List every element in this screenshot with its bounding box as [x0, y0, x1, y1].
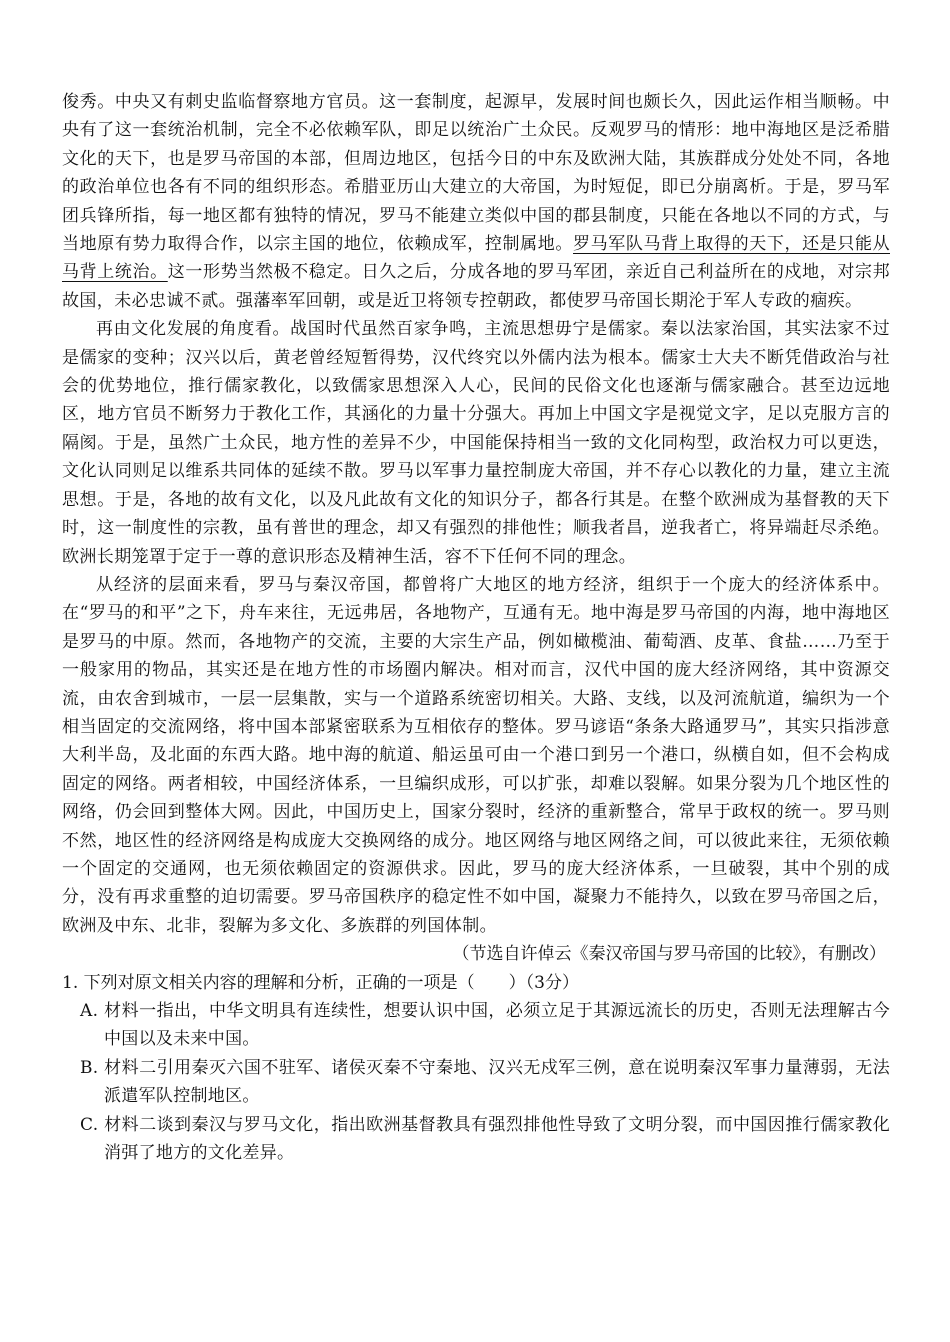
option-b-letter: B. — [80, 1057, 99, 1078]
paragraph-1-text-a: 俊秀。中央又有刺史监临督察地方官员。这一套制度，起源早，发展时间也颇长久，因此运作相当顺畅。中央有了这一套统治机制，完全不必依赖军队，即足以统治广土众民。反观罗马的情形：地中海地区是泛希腊文化的天下，也是罗马帝国的本部，但周边地区，包括今日的中东及欧洲大陆，其族群成分处处不同，各地的政治单位也各有不同的组织形态。希腊亚历山大建立的大帝国，为时短促，即已分崩离析。于是，罗马军团兵锋所指，每一地区都有独特的情况，罗马不能建立类似中国的郡县制度，只能在各地以不同的方式，与当地原有势力取得合作，以宗主国的地位，依赖成军，控制属地。 — [62, 92, 890, 255]
option-a[interactable] — [80, 997, 890, 1054]
option-b[interactable] — [80, 1054, 890, 1111]
option-b-text: 材料二引用秦灭六国不驻军、诸侯灭秦不守秦地、汉兴无戍军三例，意在说明秦汉军事力量薄弱，无法派遣军队控制地区。 — [104, 1057, 890, 1107]
source-citation: （节选自许倬云《秦汉帝国与罗马帝国的比较》，有删改） — [452, 944, 886, 965]
option-a-text: 材料一指出，中华文明具有连续性，想要认识中国，必须立足于其源远流长的历史，否则无法理解古今中国以及未来中国。 — [104, 1001, 890, 1050]
option-c-letter: C. — [80, 1114, 99, 1135]
passage-paragraph-3: 从经济的层面来看，罗马与秦汉帝国，都曾将广大地区的地方经济，组织于一个庞大的经济体系中。在“罗马的和平”之下，舟车来往，无远弗居，各地物产，互通有无。地中海是罗马帝国的内海，地中海地区是罗马的中原。然而，各地物产的交流，主要的大宗生产品，例如橄榄油、葡萄酒、皮革、食盐……乃至于一般家用的物品，其实还是在地方性的市场圈内解决。相对而言，汉代中国的庞大经济网络，其中资源交流，由农舍到城市，一层一层集散，实与一个道路系统密切相关。大路、支线，以及河流航道，编织为一个相当固定的交流网络，将中国本部紧密联系为互相依存的整体。罗马谚语“条条大路通罗马”，其实只指涉意大利半岛，及北面的东西大路。地中海的航道、船运虽可由一个港口到另一个港口，纵横自如，但不会构成固定的网络。两者相较，中国经济体系，一旦编织成形，可以扩张，却难以裂解。如果分裂为几个地区性的网络，仍会回到整体大网。因此，中国历史上，国家分裂时，经济的重新整合，常早于政权的统一。罗马则不然，地区性的经济网络是构成庞大交换网络的成分。地区网络与地区网络之间，可以彼此来往，无须依赖一个固定的交通网，也无须依赖固定的资源供求。因此，罗马的庞大经济体系，一旦破裂，其中个别的成分，没有再求重整的迫切需要。罗马帝国秩序的稳定性不如中国，凝聚力不能持久，以致在罗马帝国之后，欧洲及中东、北非，裂解为多文化、多族群的列国体制。 — [62, 574, 890, 936]
paragraph-1-text-b: 这一形势当然极不稳定。日久之后，分成各地的罗马军团，亲近自己利益所在的戍地，对宗邦故国，未必忠诚不贰。强藩率军回朝，或是近卫将领专控朝政，都使罗马帝国长期沦于军人专政的痼疾。 — [62, 262, 890, 311]
question-stem: 1. 下列对原文相关内容的理解和分析，正确的一项是（ ）（3分） — [62, 972, 579, 993]
option-a-letter: A. — [80, 1001, 99, 1021]
option-c-text: 材料二谈到秦汉与罗马文化，指出欧洲基督教具有强烈排他性导致了文明分裂，而中国因推行儒家教化消弭了地方的文化差异。 — [104, 1114, 890, 1164]
underlined-sentence: 罗马军队马背上取得的天下，还是只能从马背上统治。 — [62, 234, 890, 283]
passage-paragraph-1 — [62, 88, 890, 315]
passage-paragraph-2: 再由文化发展的角度看。战国时代虽然百家争鸣，主流思想毋宁是儒家。秦以法家治国，其实法家不过是儒家的变种；汉兴以后，黄老曾经短暂得势，汉代终究以外儒内法为根本。儒家士大夫不断凭借政治与社会的优势地位，推行儒家教化，以致儒家思想深入人心，民间的民俗文化也逐渐与儒家融合。甚至边远地区，地方官员不断努力于教化工作，其涵化的力量十分强大。再加上中国文字是视觉文字，足以克服方言的隔阂。于是，虽然广土众民，地方性的差异不少，中国能保持相当一致的文化同构型，政治权力可以更迭，文化认同则足以维系共同体的延续不散。罗马以军事力量控制庞大帝国，并不存心以教化的力量，建立主流思想。于是，各地的故有文化，以及凡此故有文化的知识分子，都各行其是。在整个欧洲成为基督教的天下时，这一制度性的宗教，虽有普世的理念，却又有强烈的排他性；顺我者昌，逆我者亡，将异端赶尽杀绝。欧洲长期笼罩于定于一尊的意识形态及精神生活，容不下任何不同的理念。 — [62, 319, 890, 567]
option-c[interactable] — [80, 1111, 890, 1168]
